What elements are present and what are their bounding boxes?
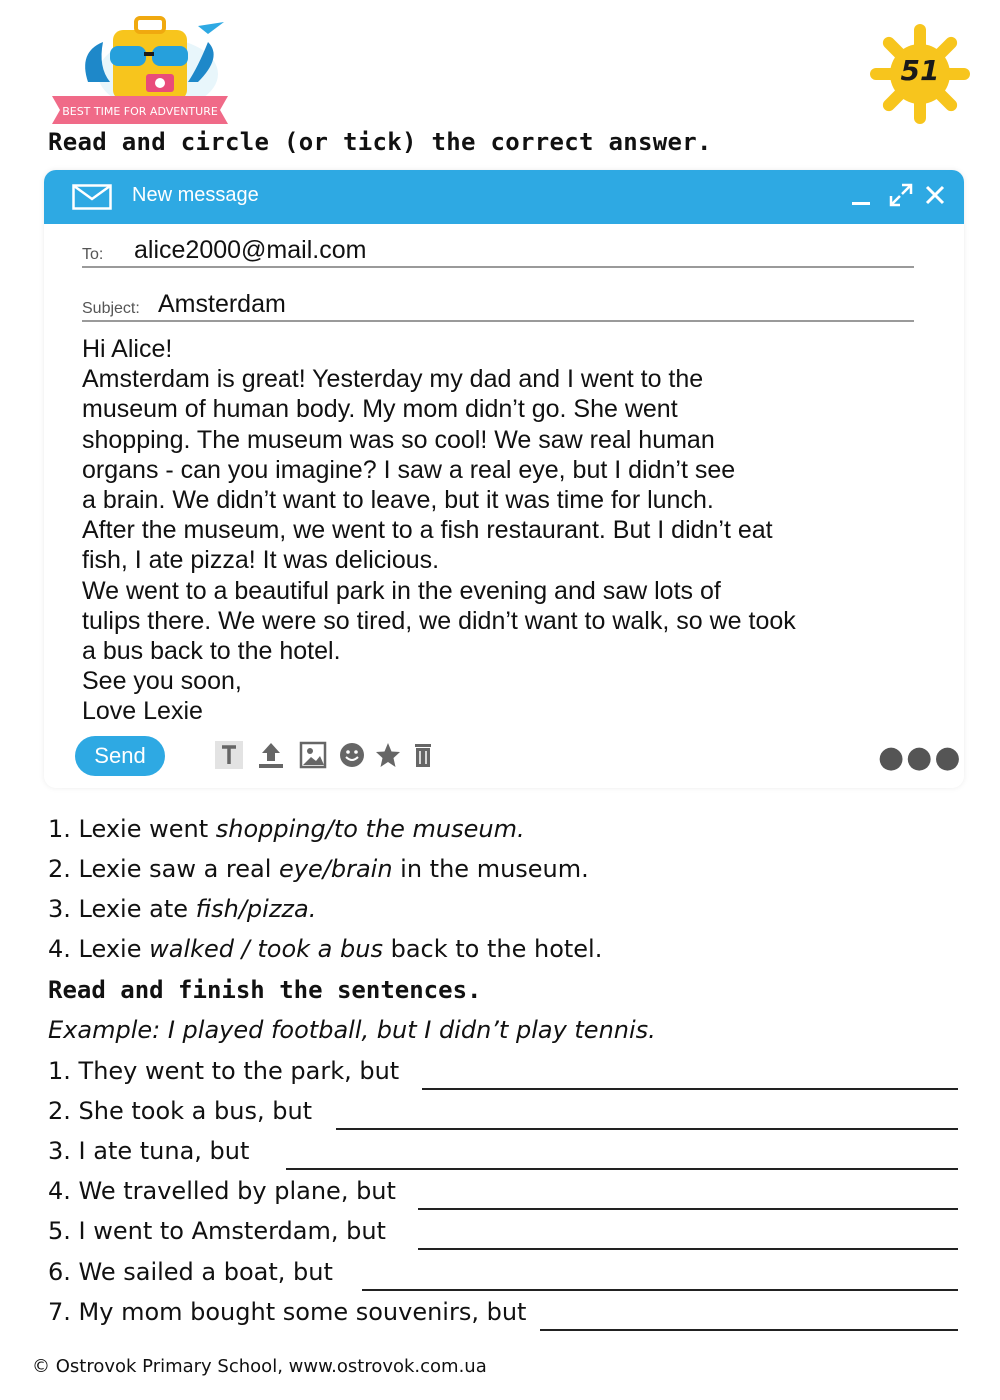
- sentence-3: 3. I ate tuna, but: [48, 1137, 250, 1165]
- body-line: shopping. The museum was so cool! We saw real human: [82, 425, 715, 454]
- window-title: New message: [132, 184, 259, 206]
- body-line: Love Lexie: [82, 697, 203, 726]
- answer-options[interactable]: shopping/to the museum.: [215, 815, 525, 843]
- trash-icon[interactable]: [408, 740, 438, 770]
- text-format-icon[interactable]: [214, 740, 244, 770]
- question-text: Lexie went: [78, 815, 216, 843]
- sentence-1: 1. They went to the park, but: [48, 1057, 400, 1085]
- body-line: We went to a beautiful park in the evening and saw lots of: [82, 576, 721, 605]
- body-line: a bus back to the hotel.: [82, 637, 341, 666]
- star-icon[interactable]: [373, 740, 403, 770]
- question-number: 4.: [48, 935, 71, 963]
- body-line: organs - can you imagine? I saw a real eye, but I didn’t see: [82, 455, 736, 484]
- answer-line-1[interactable]: [422, 1088, 958, 1090]
- sentence-4: 4. We travelled by plane, but: [48, 1177, 396, 1205]
- answer-line-3[interactable]: [286, 1168, 958, 1170]
- page-number-badge: [870, 24, 970, 124]
- more-options-icon[interactable]: ●●●: [878, 740, 963, 775]
- answer-line-5[interactable]: [418, 1248, 958, 1250]
- expand-icon[interactable]: [888, 182, 914, 208]
- email-window: [44, 170, 964, 788]
- sentence-6: 6. We sailed a boat, but: [48, 1258, 333, 1286]
- question-text: Lexie: [78, 935, 150, 963]
- body-line: fish, I ate pizza! It was delicious.: [82, 546, 440, 575]
- question-4: [48, 935, 602, 963]
- body-line: Hi Alice!: [82, 335, 173, 363]
- to-field[interactable]: alice2000@mail.com: [134, 236, 367, 264]
- question-text: Lexie saw a real: [78, 855, 280, 883]
- copyright-footer: © Ostrovok Primary School, www.ostrovok.com.ua: [32, 1356, 487, 1377]
- subject-label: Subject:: [82, 300, 140, 317]
- emoji-icon[interactable]: [337, 740, 367, 770]
- question-text-end: in the museum.: [392, 855, 589, 883]
- image-icon[interactable]: [298, 740, 328, 770]
- message-body[interactable]: [82, 334, 962, 727]
- close-icon[interactable]: [922, 182, 948, 208]
- send-button[interactable]: Send: [75, 736, 165, 776]
- body-line: tulips there. We were so tired, we didn’t want to walk, so we took: [82, 606, 796, 635]
- body-line: museum of human body. My mom didn’t go. She went: [82, 395, 678, 424]
- answer-line-6[interactable]: [362, 1289, 958, 1291]
- sentence-5: 5. I went to Amsterdam, but: [48, 1217, 386, 1245]
- body-line: See you soon,: [82, 667, 242, 696]
- sentence-2: 2. She took a bus, but: [48, 1097, 313, 1125]
- body-line: After the museum, we went to a fish restaurant. But I didn’t eat: [82, 516, 773, 545]
- adventure-logo: [48, 12, 238, 124]
- question-number: 2.: [48, 855, 71, 883]
- question-1: [48, 815, 525, 843]
- email-header: [44, 170, 964, 224]
- page-number: 51: [900, 54, 940, 87]
- example-sentence: Example: I played football, but I didn’t play tennis.: [48, 1016, 656, 1044]
- question-number: 3.: [48, 895, 71, 923]
- question-text: Lexie ate: [78, 895, 196, 923]
- question-number: 1.: [48, 815, 71, 843]
- to-divider: [82, 266, 914, 268]
- section2-heading: Read and finish the sentences.: [48, 976, 482, 1004]
- answer-line-2[interactable]: [336, 1128, 958, 1130]
- body-line: a brain. We didn’t want to leave, but it was time for lunch.: [82, 486, 714, 515]
- answer-line-7[interactable]: [540, 1329, 958, 1331]
- sentence-7: 7. My mom bought some souvenirs, but: [48, 1298, 527, 1326]
- section1-heading: Read and circle (or tick) the correct answer.: [48, 128, 712, 156]
- answer-options[interactable]: eye/brain: [279, 855, 393, 883]
- answer-options[interactable]: walked / took a bus: [149, 935, 383, 963]
- question-2: [48, 855, 589, 883]
- minimize-icon[interactable]: [848, 182, 874, 208]
- answer-line-4[interactable]: [418, 1208, 958, 1210]
- question-text-end: back to the hotel.: [382, 935, 603, 963]
- logo-banner-text: BEST TIME FOR ADVENTURE: [62, 105, 218, 118]
- body-line: Amsterdam is great! Yesterday my dad and I went to the: [82, 365, 704, 394]
- question-3: [48, 895, 316, 923]
- to-label: To:: [82, 246, 104, 263]
- subject-divider: [82, 320, 914, 322]
- subject-field[interactable]: Amsterdam: [158, 290, 286, 318]
- upload-icon[interactable]: [256, 740, 286, 770]
- envelope-icon: [72, 184, 112, 210]
- answer-options[interactable]: fish/pizza.: [195, 895, 317, 923]
